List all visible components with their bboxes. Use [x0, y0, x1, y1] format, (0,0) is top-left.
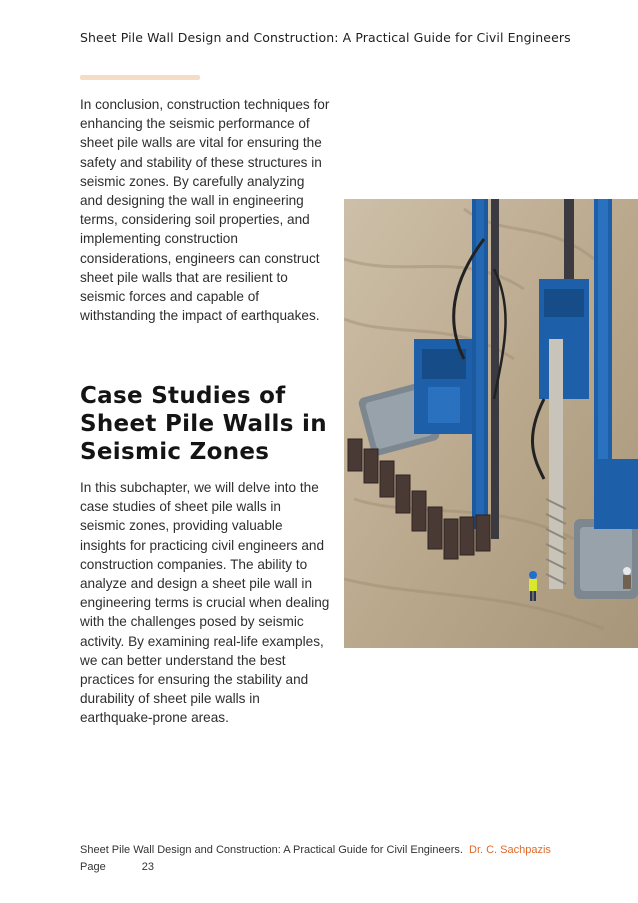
page-label: Page	[80, 861, 106, 873]
piling-rig-illustration	[344, 199, 638, 648]
footer-author: Dr. C. Sachpazis	[469, 844, 551, 856]
accent-divider	[80, 75, 200, 80]
construction-photo	[344, 199, 638, 648]
footer-title: Sheet Pile Wall Design and Construction: A Practical Guide for Civil Engineers.	[80, 844, 463, 856]
paragraph-case-studies: In this subchapter, we will delve into the case studies of sheet pile walls in seismic zones, providing valuable insights for practicing civil engineers and construction companies. The ability to analyze and design a sheet pile wall in engineering terms is crucial when dealing with the challenges posed by seismic activity. By examining real-life examples, we can better understand the best practices for ensuring the stability and durability of sheet pile walls in earthquake-prone areas.	[80, 480, 330, 726]
paragraph-conclusion: In conclusion, construction techniques for enhancing the seismic performance of sheet pile walls are vital for ensuring the safety and stability of these structures in seismic zones. By carefully analyzing and designing the wall in engineering terms, considering soil properties, and implementing construction considerations, engineers can construct sheet pile walls that are resilient to seismic forces and capable of withstanding the impact of earthquakes.	[80, 97, 330, 324]
page-number: 23	[141, 861, 154, 873]
footer-page	[80, 861, 154, 873]
section-heading: Case Studies of Sheet Pile Walls in Seismic Zones	[80, 383, 327, 465]
header-title: Sheet Pile Wall Design and Construction: A Practical Guide for Civil Engineers	[80, 30, 571, 45]
